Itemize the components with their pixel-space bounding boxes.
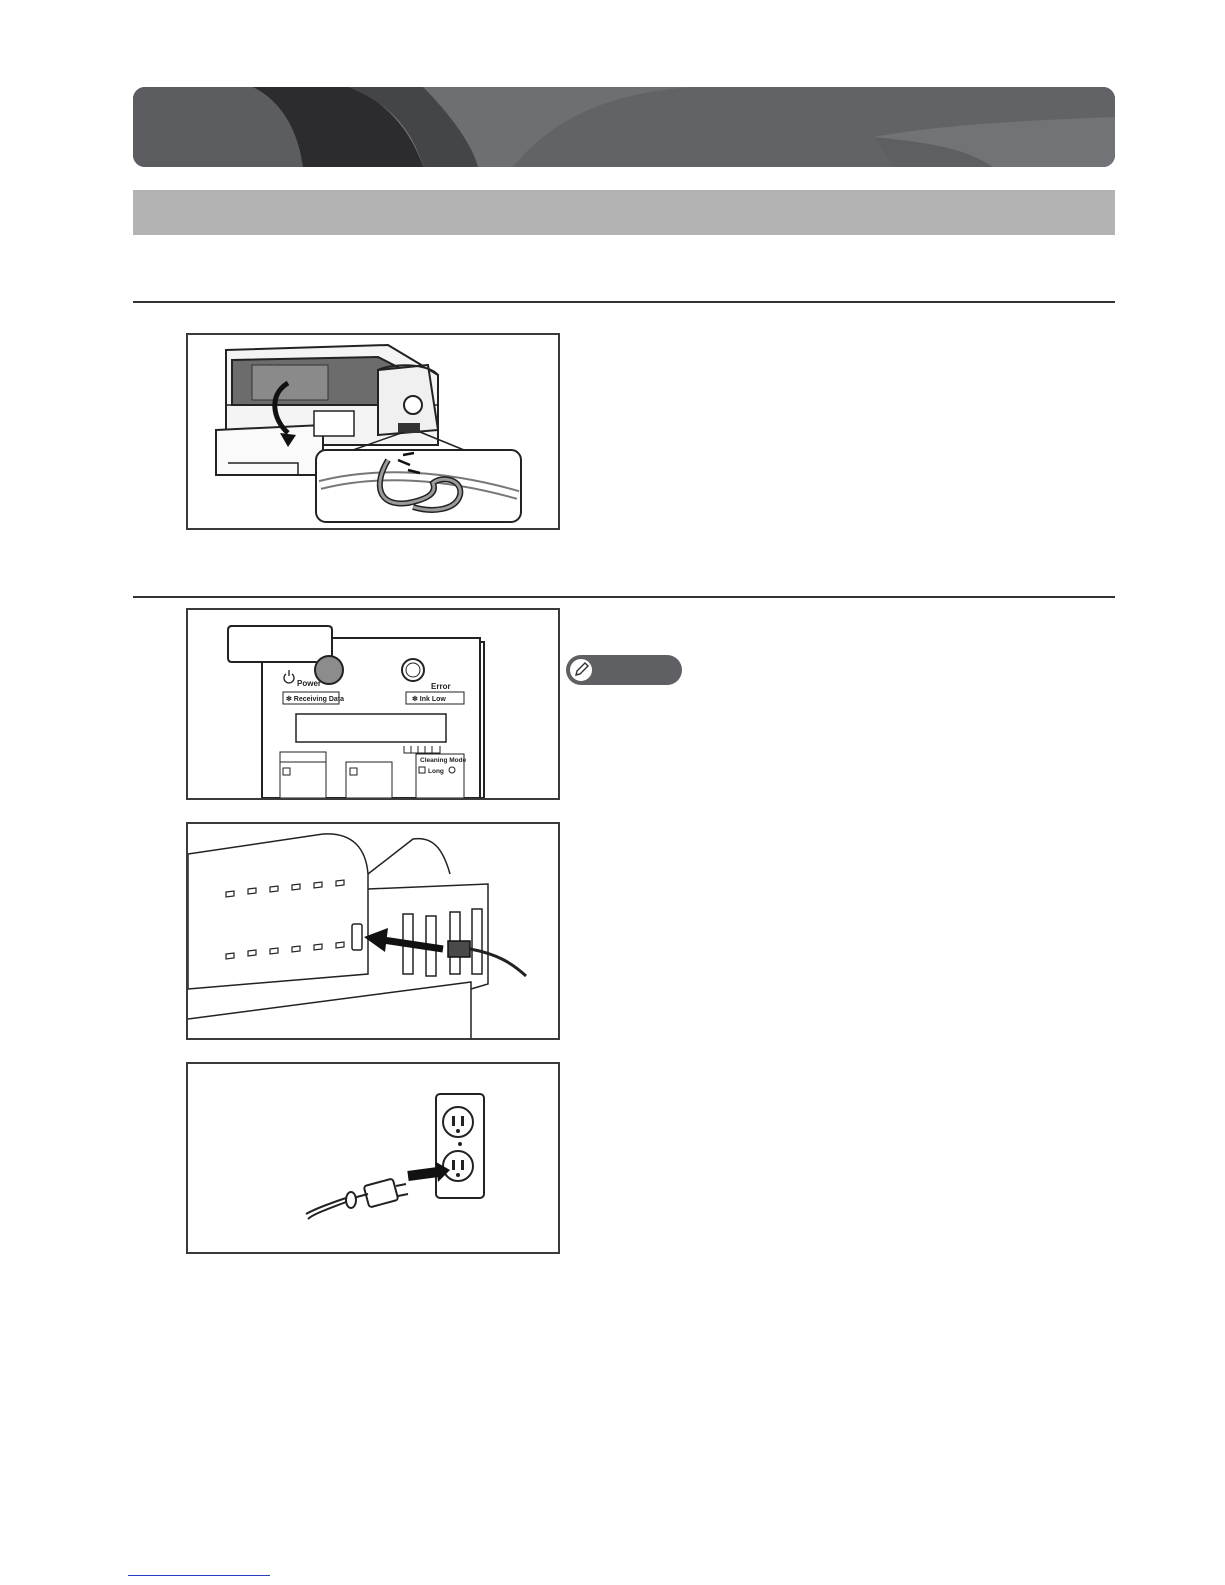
pencil-icon bbox=[568, 657, 594, 683]
power-cord-printer-illustration bbox=[188, 824, 558, 1038]
ink-low-label: ✻ Ink Low bbox=[412, 696, 446, 703]
header-banner bbox=[133, 87, 1115, 167]
wall-outlet-illustration bbox=[188, 1064, 558, 1252]
control-panel-illustration bbox=[188, 610, 558, 798]
step-divider-2 bbox=[133, 596, 1115, 598]
figure-power-cord-printer bbox=[186, 822, 560, 1040]
receiving-data-label: ✻ Receiving Data bbox=[286, 696, 344, 703]
header-decoration bbox=[133, 87, 1115, 167]
cleaning-mode-label: Cleaning Mode bbox=[420, 757, 467, 764]
note-badge bbox=[566, 655, 682, 685]
power-label: Power bbox=[297, 679, 322, 688]
figure-printer-cover bbox=[186, 333, 560, 530]
long-label: Long bbox=[428, 768, 444, 775]
footer-link-underline[interactable] bbox=[128, 1575, 270, 1576]
printer-cover-illustration bbox=[188, 335, 558, 528]
section-heading-bar bbox=[133, 190, 1115, 235]
step-divider-1 bbox=[133, 301, 1115, 303]
figure-wall-outlet bbox=[186, 1062, 560, 1254]
error-label: Error bbox=[431, 682, 451, 691]
figure-control-panel bbox=[186, 608, 560, 800]
